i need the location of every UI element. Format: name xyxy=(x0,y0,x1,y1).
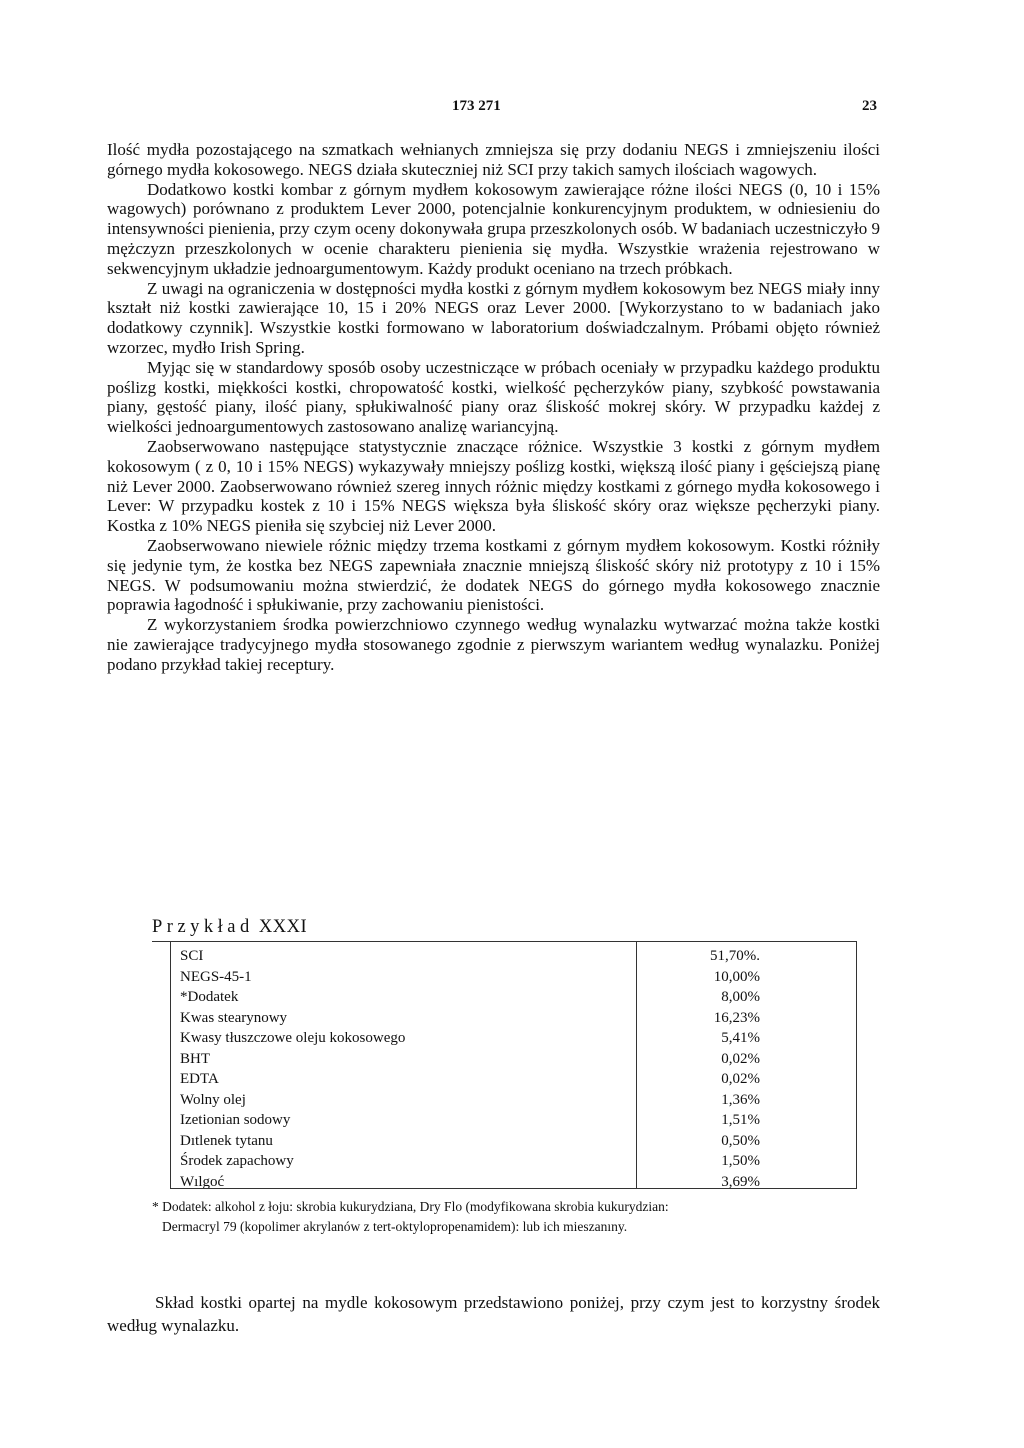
table-row: Wolny olej 1,36% xyxy=(180,1091,760,1108)
closing-paragraph: Skład kostki opartej na mydle kokosowym przedstawiono poniżej, przy czym jest to korzystny środek według wynalazku. xyxy=(107,1293,880,1335)
table-row: BHT 0,02% xyxy=(180,1050,760,1067)
example-title: Przykład XXXI xyxy=(152,917,308,937)
table-row: Wılgoć 3,69% xyxy=(180,1173,760,1190)
table-row: EDTA 0,02% xyxy=(180,1071,760,1087)
paragraph: Myjąc się w standardowy sposób osoby uczestniczące w próbach oceniały w przypadku każdego produktu poślizg kostki, miękkości kostki, chropowatość kostki, wielkość pęcherzyków piany, szybkość powstawania piany, gęstość piany, ilość piany, spłukiwalność piany oraz śliskość mokrej skóry. W przypadku każdej z wielkości jednoargumentowych zastosowano analizę wariancyjną. xyxy=(107,357,880,437)
table-row: Kwas stearynowy 16,23% xyxy=(180,1009,760,1026)
paragraph: Zaobserwowano następujące statystycznie znaczące różnice. Wszystkie 3 kostki z górnym mydłem kokosowym ( z 0, 10 i 15% NEGS) wykazywały mniejszy poślizg kostki, większą ilość piany i gęściejszą pianę niż Lever 2000. Zaobserwowano również szereg innych różnic między kostkami z górnego mydła kokosowego i Lever: W przypadku kostek z 10 i 15% NEGS większa była śliskość skóry oraz większe pęcherzyki piany. Kostka z 10% NEGS pieniła się szybciej niż Lever 2000. xyxy=(107,436,880,536)
table-row: Izetionian sodowy 1,51% xyxy=(180,1112,760,1128)
table-row: SCI 51,70%. xyxy=(180,948,760,964)
page-number: 23 xyxy=(862,98,877,114)
paragraph: Zaobserwowano niewiele różnic między trzema kostkami z górnym mydłem kokosowym. Kostki różniły się jedynie tym, że kostka bez NEGS zapewniała znacznie mniejszą śliskość skóry niż prototypy z 10 i 15% NEGS. W podsumowaniu można stwierdzić, że dodatek NEGS do górnego mydła kokosowego znacznie poprawia łagodność i spłukiwanie, przy zachowaniu pienistości. xyxy=(107,535,880,615)
table-row: NEGS-45-1 10,00% xyxy=(180,968,760,985)
composition-table xyxy=(152,946,760,1237)
body-text xyxy=(107,140,880,675)
table-frame-left xyxy=(170,941,171,1188)
table-frame-bottom xyxy=(170,1188,856,1189)
paragraph: Z uwagi na ograniczenia w dostępności mydła kostki z górnym mydłem kokosowym bez NEGS miały inny kształt niż kostki zawierające 10, 15 i 20% NEGS oraz Lever 2000. [Wykorzystano to w badaniach jako dodatkowy czynnik]. Wszystkie kostki formowano w laboratorium doświadczalnym. Próbami objęto również wzorzec, mydło Irish Spring. xyxy=(107,278,880,357)
table-row: Dıtlenek tytanu 0,50% xyxy=(180,1132,760,1149)
patent-number: 173 271 xyxy=(452,98,501,114)
paragraph: Dodatkowo kostki kombar z górnym mydłem kokosowym zawierające różne ilości NEGS (0, 10 i 15% wagowych) porównano z produktem Lever 2000, potencjalnie konkurencyjnym produktem, w odniesieniu do intensywności pienienia, przy czym oceny dokonywała grupa przeszkolonych osób. W badaniach uczestniczyło 9 mężczyzn przeszkolonych w ocenie charakteru pienienia się mydła. Wszystkie wrażenia rejestrowano w sekwencyjnym układzie jednoargumentowym. Każdy produkt oceniano na trzech próbkach. xyxy=(107,179,880,278)
table-row: Środek zapachowy 1,50% xyxy=(180,1153,760,1169)
paragraph: Z wykorzystaniem środka powierzchniowo czynnego według wynalazku wytwarzać można także kostki nie zawierające tradycyjnego mydła stosowanego zgodnie z pierwszym wariantem według wynalazku. Poniżej podano przykład takiej receptury. xyxy=(107,615,880,674)
table-row: *Dodatek 8,00% xyxy=(180,989,760,1005)
paragraph: Ilość mydła pozostającego na szmatkach wełnianych zmniejsza się przy dodaniu NEGS i zmniejszeniu ilości górnego mydła kokosowego. NEGS działa skuteczniej niż SCI przy takich samych ilościach wagowych. xyxy=(107,140,880,179)
table-frame-mid xyxy=(636,941,637,1188)
footnote: * Dodatek: alkohol z łoju: skrobia kukurydziana, Dry Flo (modyfikowana skrobia kukurydzian: Dermacryl 79 (kopolimer akrylanów z tert-oktylopropenamidem): lub ich mieszanıny. xyxy=(152,1199,669,1234)
table-row: Kwasy tłuszczowe oleju kokosowego 5,41% xyxy=(180,1030,760,1046)
